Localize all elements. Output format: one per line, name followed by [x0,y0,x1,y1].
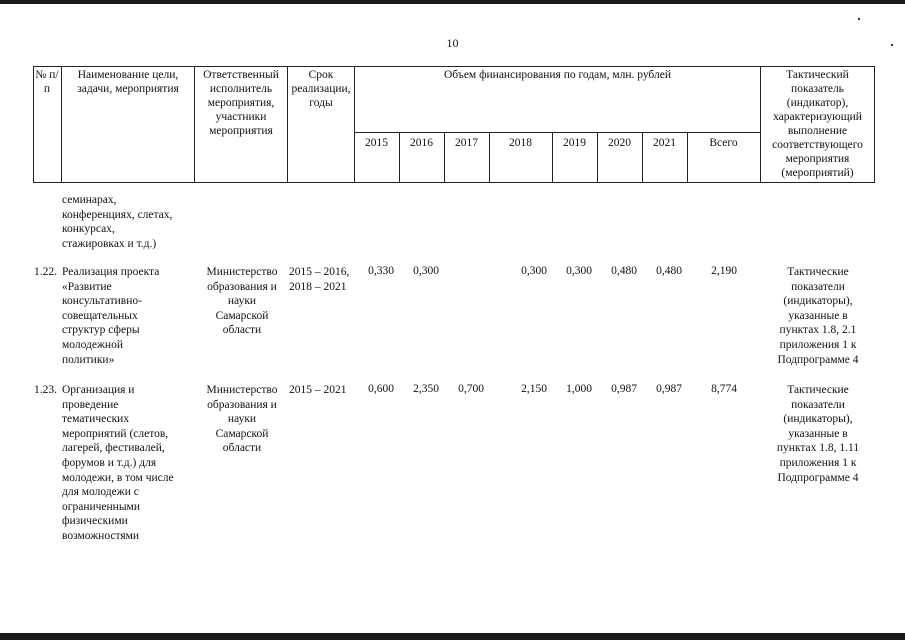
row-number: 1.22. [34,266,57,278]
year-2015: 2015 [365,137,388,149]
year-2018: 2018 [509,137,532,149]
value-2019: 0,300 [566,265,592,277]
value-total: 2,190 [711,265,737,277]
row-responsible: Министерство образования и науки Самарской области [206,266,278,337]
scan-speck [858,18,860,20]
header-name: Наименование цели, задачи, мероприятия [77,69,179,95]
row-responsible: Министерство образования и науки Самарской области [206,384,278,455]
row-indicator: Тактические показатели (индикаторы), указанные в пунктах 1.8, 2.1 приложения 1 к Подпрограмме 4 [777,266,859,366]
top-scan-edge [0,0,905,4]
value-2016: 0,300 [413,265,439,277]
year-2016: 2016 [410,137,433,149]
value-2020: 0,480 [611,265,637,277]
header-indicator: Тактический показатель (индикатор), характеризующий выполнение соответствующего мероприятия (мероприятий) [772,69,863,179]
header-responsible: Ответственный исполнитель мероприятия, участники мероприятия [203,69,279,137]
year-2017: 2017 [455,137,478,149]
header-no: № п/п [35,69,59,95]
header-funding: Объем финансирования по годам, млн. рублей [444,69,671,81]
value-2016: 2,350 [413,383,439,395]
row-name: Организация и проведение тематических мероприятий (слетов, лагерей, фестивалей, форумов и т.д.) для молодежи, в том числе для молодежи с ограниченными физическими возможностями [62,384,174,542]
row-period: 2015 – 2021 [289,384,347,396]
year-total: Всего [709,137,738,149]
continuation-text: семинарах, конференциях, слетах, конкурсах, стажировках и т.д.) [62,194,173,250]
year-2019: 2019 [563,137,586,149]
value-2015: 0,330 [368,265,394,277]
row-name: Реализация проекта «Развитие консультативно- совещательных структур сферы молодежной политики» [62,266,160,366]
year-2020: 2020 [608,137,631,149]
value-2019: 1,000 [566,383,592,395]
row-period: 2015 – 2016, 2018 – 2021 [289,266,350,293]
value-total: 8,774 [711,383,737,395]
value-2018: 0,300 [521,265,547,277]
value-2021: 0,480 [656,265,682,277]
bottom-scan-edge [0,633,905,640]
year-2021: 2021 [653,137,676,149]
value-2018: 2,150 [521,383,547,395]
value-2017: 0,700 [458,383,484,395]
header-period: Срок реализации, годы [291,69,351,109]
value-2015: 0,600 [368,383,394,395]
row-indicator: Тактические показатели (индикаторы), указанные в пунктах 1.8, 1.11 приложения 1 к Подпрограмме 4 [776,384,860,484]
value-2020: 0,987 [611,383,637,395]
value-2021: 0,987 [656,383,682,395]
row-number: 1.23. [34,384,57,396]
page-number: 10 [446,36,459,50]
